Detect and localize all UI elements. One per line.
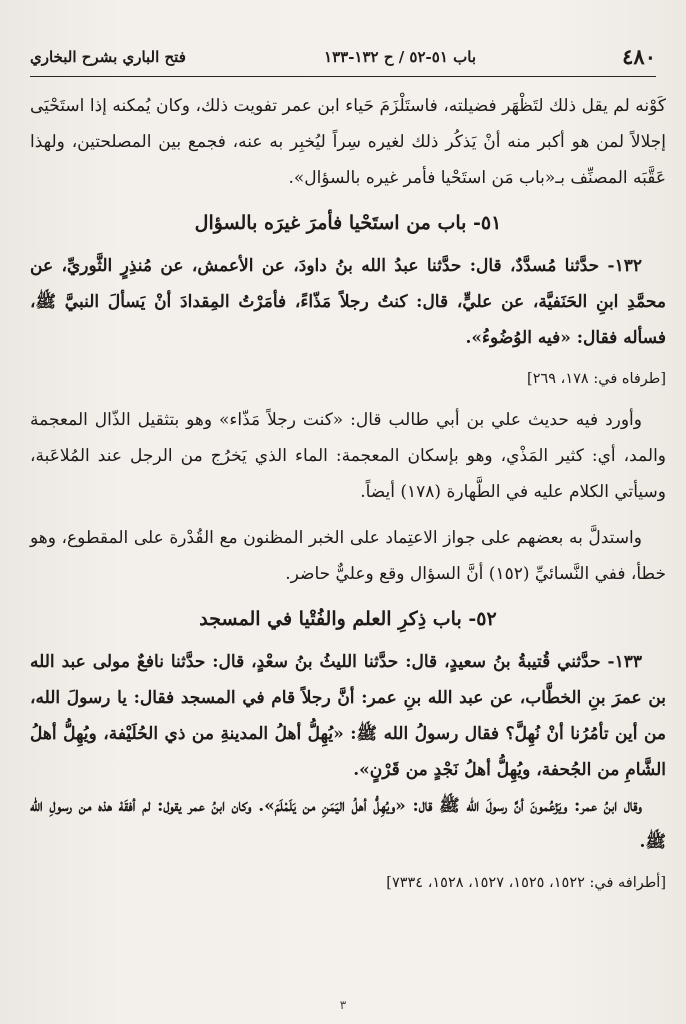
hadith-132: ١٣٢- حدَّثنا مُسدَّدٌ، قال: حدَّثنا عبدُ الله بنُ داودَ، عن الأعمش، عن مُنذِرٍ الثَّوريِّ، عن محمَّدِ ابنِ الحَنَفيَّة، عن عليٍّ، قال: كنتُ رجلاً مَذّاءً، فأمَرْتُ المِقدادَ أنْ يَسألَ النبيَّ ﷺ، فسأله فقال: «فيه الوُضُوءُ».: [30, 256, 666, 348]
cross-reference-132: [طرفاه في: ١٧٨، ٢٦٩]: [527, 371, 666, 387]
page-number: ٤٨٠: [622, 44, 656, 69]
hadith-133: ١٣٣- حدَّثني قُتيبةُ بنُ سعيدٍ، قال: حدَّثنا الليثُ بنُ سعْدٍ، قال: حدَّثنا نافعٌ مولى عبد الله بن عمرَ بنِ الخطَّاب، عن عبد الله بنِ عمر: أنَّ رجلاً قام في المسجد فقال: يا رسولَ الله، من أين تأمُرُنا أنْ نُهِلَّ؟ فقال رسولُ الله ﷺ: «يُهِلُّ أهلُ المدينةِ من ذي الحُلَيْفة، ويُهِلُّ أهلُ الشَّامِ من الجُحفة، ويُهِلُّ أهلُ نَجْدٍ من قَرْنٍ».: [30, 652, 666, 780]
page-body: [30, 88, 666, 906]
header-divider: [30, 76, 656, 77]
chapter-heading-51: ٥١- باب من استَحْيا فأمرَ غيرَه بالسؤال: [194, 212, 502, 234]
intro-paragraph: كَوْنه لم يقل ذلك لتَظْهَر فضيلته، فاستَلْزَمَ حَياء ابن عمر تفويت ذلك، وكان يُمكنه إذا استَحْيَى إجلالاً لمن هو أكبر منه أنْ يَذكُر ذلك لغيره سِراً ليُخبِر به عنه، فجمع بين المصلحتين، ولهذا عَقَّبَه المصنِّف بـ«باب مَن استَحْيا فأمر غيره بالسؤال».: [30, 96, 666, 188]
spacer: [30, 510, 666, 520]
book-title: فتح الباري بشرح البخاري: [30, 48, 186, 66]
chapter-heading-52: ٥٢- باب ذِكرِ العلم والفُتْيا في المسجد: [199, 608, 497, 630]
signature-mark: ٣: [339, 998, 347, 1012]
commentary-paragraph-1: وأورد فيه حديث علي بن أبي طالب قال: «كنت رجلاً مَذّاء» وهو بتثقيل الذّال المعجمة والمد، أي: كثير المَذْي، وهو بإسكان المعجمة: الماء الذي يَخرُج من الرجل عند المُلاعَبة، وسيأتي الكلام عليه في الطَّهارة (١٧٨) أيضاً.: [30, 410, 666, 502]
commentary-paragraph-2: واستدلَّ به بعضهم على جواز الاعتِماد على الخبر المظنون مع القُدْرة على المقطوع، وهو خطأ، ففي النَّسائيِّ (١٥٢) أنَّ السؤال وقع وعليٌّ حاضر.: [30, 528, 666, 584]
running-header: [30, 44, 656, 74]
hadith-133-continuation: وقال ابنُ عمر: ويَزْعُمونَ أنَّ رسولَ الله ﷺ قال: «ويُهِلُّ أهلُ اليَمَنِ من يَلَمْلَمَ». وكان ابنُ عمر يقول: لم أفقَهْ هذه من رسولِ الله ﷺ.: [30, 796, 666, 852]
cross-reference-133: [أطرافه في: ١٥٢٢، ١٥٢٥، ١٥٢٧، ١٥٢٨، ٧٣٣٤]: [386, 875, 666, 891]
chapter-reference: باب ٥١-٥٢ / ح ١٣٢-١٣٣: [324, 48, 476, 66]
